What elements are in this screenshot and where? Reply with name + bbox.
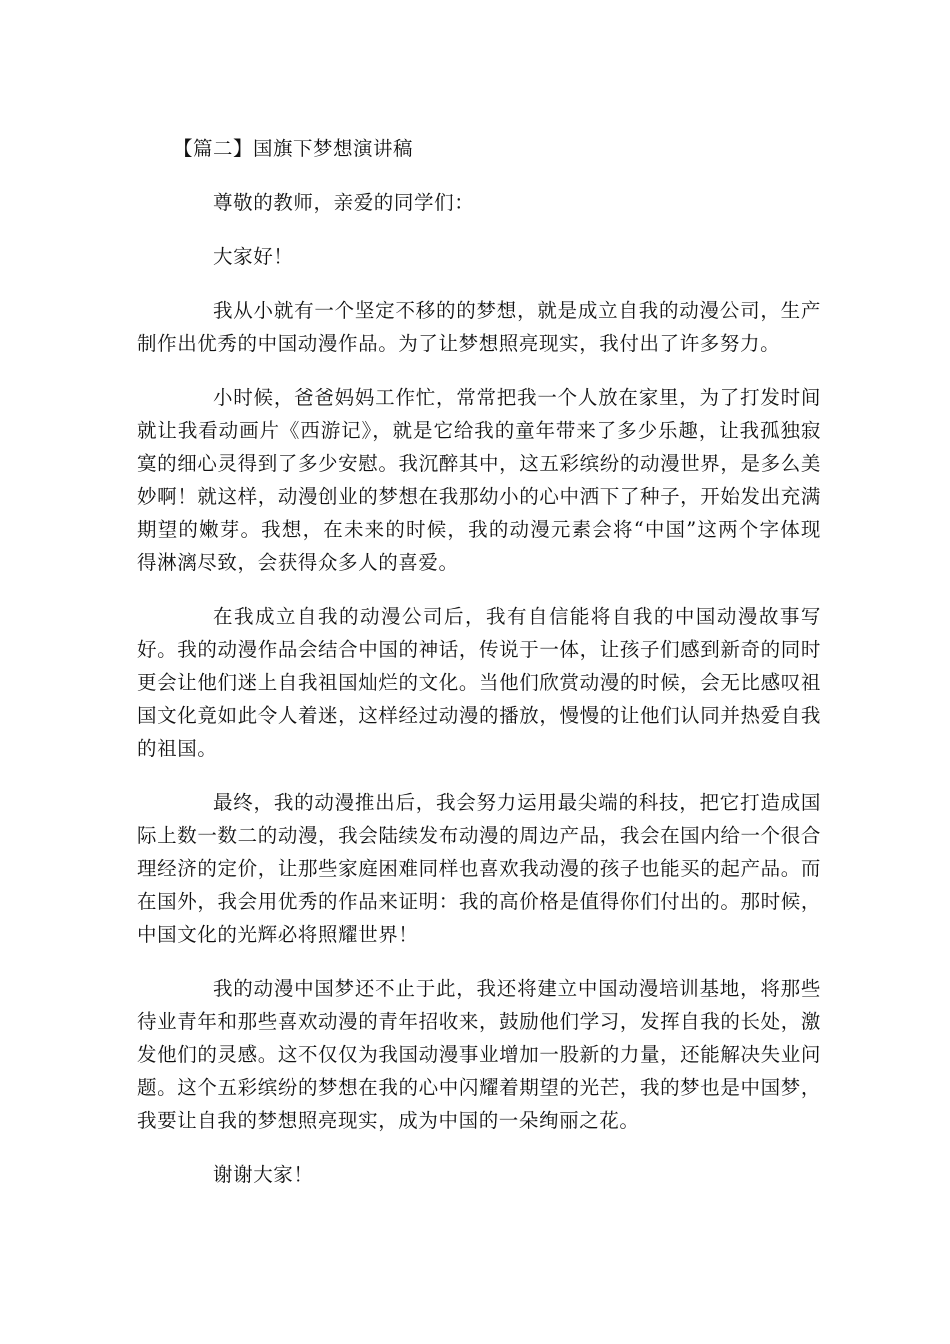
speech-content: [137, 132, 821, 1212]
training-base-paragraph: 我的动漫中国梦还不止于此，我还将建立中国动漫培训基地，将那些待业青年和那些喜欢动漫的青年招收来，鼓励他们学习，发挥自我的长处，激发他们的灵感。这不仅仅为我国动漫事业增加一股新的力量，还能解决失业问题。这个五彩缤纷的梦想在我的心中闪耀着期望的光芒，我的梦也是中国梦，我要让自我的梦想照亮现实，成为中国的一朵绚丽之花。: [137, 977, 821, 1132]
company-paragraph: 在我成立自我的动漫公司后，我有自信能将自我的中国动漫故事写好。我的动漫作品会结合中国的神话，传说于一体，让孩子们感到新奇的同时更会让他们迷上自我祖国灿烂的文化。当他们欣赏动漫的时候，会无比感叹祖国文化竟如此令人着迷，这样经过动漫的播放，慢慢的让他们认同并热爱自我的祖国。: [137, 605, 821, 760]
dream-paragraph: 我从小就有一个坚定不移的的梦想，就是成立自我的动漫公司，生产制作出优秀的中国动漫作品。为了让梦想照亮现实，我付出了许多努力。: [137, 299, 821, 355]
hello-paragraph: 大家好！: [213, 245, 294, 268]
speech-title: 【篇二】国旗下梦想演讲稿: [173, 137, 414, 160]
thanks-paragraph: 谢谢大家！: [213, 1163, 314, 1186]
greeting-paragraph: 尊敬的教师，亲爱的同学们：: [213, 191, 475, 214]
launch-paragraph: 最终，我的动漫推出后，我会努力运用最尖端的科技，把它打造成国际上数一数二的动漫，我会陆续发布动漫的周边产品，我会在国内给一个很合理经济的定价，让那些家庭困难同样也喜欢我动漫的孩子也能买的起产品。而在国外，我会用优秀的作品来证明：我的高价格是值得你们付出的。那时候，中国文化的光辉必将照耀世界！: [137, 791, 821, 946]
childhood-paragraph: 小时候，爸爸妈妈工作忙，常常把我一个人放在家里，为了打发时间就让我看动画片《西游记》，就是它给我的童年带来了多少乐趣，让我孤独寂寞的细心灵得到了多少安慰。我沉醉其中，这五彩缤纷的动漫世界，是多么美妙啊！就这样，动漫创业的梦想在我那幼小的心中洒下了种子，开始发出充满期望的嫩芽。我想，在未来的时候，我的动漫元素会将“中国”这两个字体现得淋漓尽致，会获得众多人的喜爱。: [137, 386, 821, 574]
